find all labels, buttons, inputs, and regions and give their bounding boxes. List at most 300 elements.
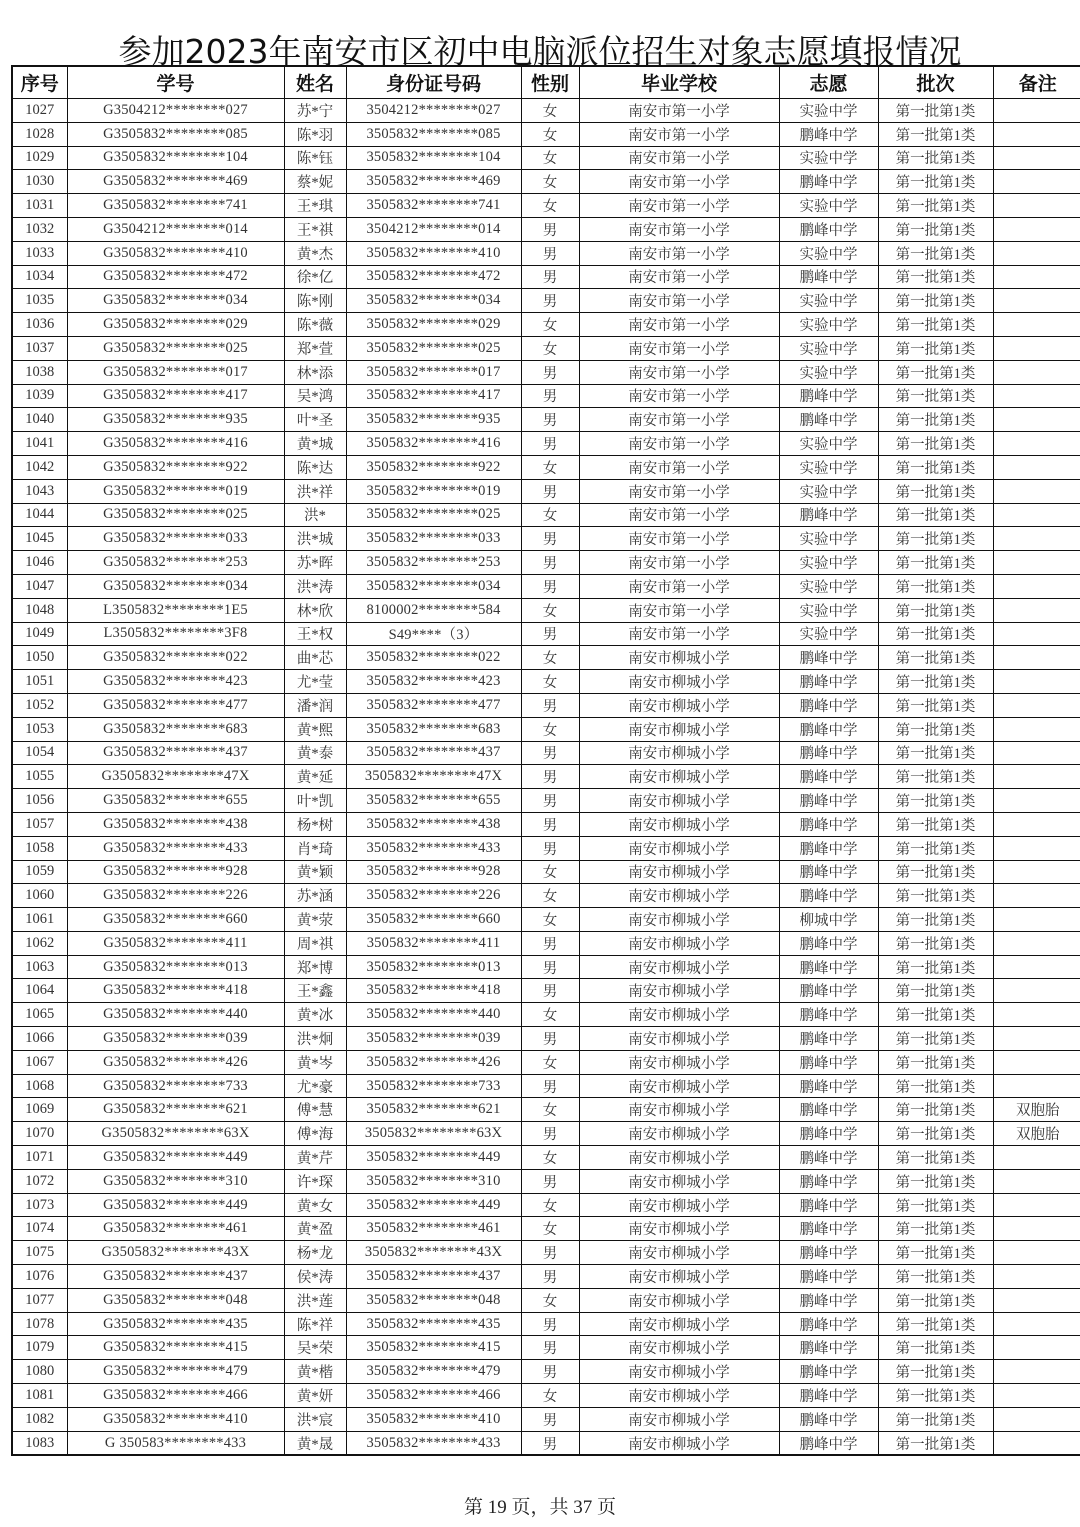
cell-name: 黄*荥 [284, 908, 346, 932]
cell-name: 侯*涛 [284, 1265, 346, 1289]
cell-seq: 1070 [12, 1122, 67, 1146]
cell-batch: 第一批第1类 [878, 884, 993, 908]
cell-student-id: G3504212********014 [67, 217, 284, 241]
cell-remarks [993, 836, 1080, 860]
cell-id-number: 3505832********928 [346, 860, 521, 884]
cell-student-id: G3505832********683 [67, 717, 284, 741]
cell-gender: 女 [521, 503, 579, 527]
cell-batch: 第一批第1类 [878, 1288, 993, 1312]
cell-seq: 1045 [12, 527, 67, 551]
cell-preference: 实验中学 [779, 598, 878, 622]
cell-school: 南安市第一小学 [579, 622, 779, 646]
cell-school: 南安市第一小学 [579, 503, 779, 527]
cell-gender: 女 [521, 194, 579, 218]
header-gender: 性别 [521, 66, 579, 99]
table-row [12, 1431, 1080, 1455]
cell-preference: 鹏峰中学 [779, 384, 878, 408]
cell-student-id: G3505832********085 [67, 122, 284, 146]
cell-student-id: G3505832********438 [67, 812, 284, 836]
cell-gender: 女 [521, 170, 579, 194]
cell-gender: 男 [521, 693, 579, 717]
cell-preference: 鹏峰中学 [779, 1193, 878, 1217]
cell-id-number: 3505832********019 [346, 479, 521, 503]
table-row [12, 646, 1080, 670]
table-row [12, 1003, 1080, 1027]
cell-batch: 第一批第1类 [878, 1003, 993, 1027]
cell-school: 南安市柳城小学 [579, 1431, 779, 1455]
table-row [12, 1193, 1080, 1217]
cell-seq: 1028 [12, 122, 67, 146]
cell-school: 南安市柳城小学 [579, 860, 779, 884]
cell-id-number: 3505832********104 [346, 146, 521, 170]
cell-name: 黄*延 [284, 765, 346, 789]
cell-name: 徐*亿 [284, 265, 346, 289]
cell-preference: 实验中学 [779, 622, 878, 646]
cell-id-number: 3505832********479 [346, 1360, 521, 1384]
cell-gender: 女 [521, 670, 579, 694]
cell-name: 黄*晟 [284, 1431, 346, 1455]
cell-gender: 男 [521, 622, 579, 646]
cell-gender: 女 [521, 1146, 579, 1170]
cell-preference: 鹏峰中学 [779, 170, 878, 194]
cell-batch: 第一批第1类 [878, 646, 993, 670]
cell-seq: 1076 [12, 1265, 67, 1289]
table-row [12, 860, 1080, 884]
table-row [12, 1027, 1080, 1051]
cell-id-number: 3505832********741 [346, 194, 521, 218]
header-school: 毕业学校 [579, 66, 779, 99]
cell-remarks [993, 908, 1080, 932]
cell-name: 杨*树 [284, 812, 346, 836]
table-row [12, 1407, 1080, 1431]
cell-remarks [993, 955, 1080, 979]
cell-seq: 1031 [12, 194, 67, 218]
cell-remarks [993, 646, 1080, 670]
cell-gender: 男 [521, 1169, 579, 1193]
cell-seq: 1042 [12, 455, 67, 479]
table-row [12, 408, 1080, 432]
cell-preference: 鹏峰中学 [779, 1431, 878, 1455]
cell-seq: 1072 [12, 1169, 67, 1193]
cell-id-number: 3505832********435 [346, 1312, 521, 1336]
cell-id-number: 3505832********034 [346, 574, 521, 598]
cell-school: 南安市柳城小学 [579, 979, 779, 1003]
cell-preference: 鹏峰中学 [779, 122, 878, 146]
cell-batch: 第一批第1类 [878, 432, 993, 456]
cell-seq: 1064 [12, 979, 67, 1003]
cell-id-number: 3505832********017 [346, 360, 521, 384]
cell-student-id: G3505832********43X [67, 1241, 284, 1265]
cell-name: 杨*龙 [284, 1241, 346, 1265]
cell-preference: 鹏峰中学 [779, 860, 878, 884]
cell-preference: 实验中学 [779, 289, 878, 313]
cell-remarks [993, 884, 1080, 908]
cell-school: 南安市柳城小学 [579, 931, 779, 955]
table-row [12, 908, 1080, 932]
cell-preference: 实验中学 [779, 194, 878, 218]
cell-student-id: G3505832********461 [67, 1217, 284, 1241]
cell-batch: 第一批第1类 [878, 384, 993, 408]
cell-name: 郑*萱 [284, 336, 346, 360]
cell-preference: 实验中学 [779, 574, 878, 598]
cell-remarks [993, 1050, 1080, 1074]
cell-batch: 第一批第1类 [878, 170, 993, 194]
cell-batch: 第一批第1类 [878, 1360, 993, 1384]
table-row [12, 455, 1080, 479]
cell-gender: 男 [521, 1074, 579, 1098]
cell-remarks [993, 931, 1080, 955]
cell-batch: 第一批第1类 [878, 1027, 993, 1051]
cell-id-number: 3505832********433 [346, 836, 521, 860]
table-row [12, 503, 1080, 527]
table-row [12, 1241, 1080, 1265]
cell-name: 许*琛 [284, 1169, 346, 1193]
cell-batch: 第一批第1类 [878, 122, 993, 146]
cell-name: 尤*豪 [284, 1074, 346, 1098]
cell-batch: 第一批第1类 [878, 146, 993, 170]
table-row [12, 1384, 1080, 1408]
cell-name: 蔡*妮 [284, 170, 346, 194]
cell-preference: 鹏峰中学 [779, 1407, 878, 1431]
table-row [12, 1098, 1080, 1122]
cell-preference: 鹏峰中学 [779, 979, 878, 1003]
cell-id-number: 3505832********922 [346, 455, 521, 479]
cell-batch: 第一批第1类 [878, 503, 993, 527]
cell-school: 南安市第一小学 [579, 217, 779, 241]
cell-preference: 实验中学 [779, 551, 878, 575]
cell-id-number: 3505832********660 [346, 908, 521, 932]
cell-student-id: L3505832********3F8 [67, 622, 284, 646]
table-row [12, 146, 1080, 170]
cell-school: 南安市柳城小学 [579, 1288, 779, 1312]
table-row [12, 217, 1080, 241]
cell-school: 南安市第一小学 [579, 241, 779, 265]
table-row [12, 289, 1080, 313]
cell-remarks [993, 313, 1080, 337]
cell-preference: 鹏峰中学 [779, 812, 878, 836]
cell-name: 苏*宁 [284, 99, 346, 123]
cell-preference: 鹏峰中学 [779, 1312, 878, 1336]
cell-preference: 鹏峰中学 [779, 1241, 878, 1265]
table-row [12, 836, 1080, 860]
cell-batch: 第一批第1类 [878, 194, 993, 218]
cell-name: 黄*熙 [284, 717, 346, 741]
table-row [12, 1169, 1080, 1193]
cell-batch: 第一批第1类 [878, 598, 993, 622]
cell-id-number: 3505832********039 [346, 1027, 521, 1051]
cell-batch: 第一批第1类 [878, 1384, 993, 1408]
cell-seq: 1067 [12, 1050, 67, 1074]
cell-remarks [993, 551, 1080, 575]
cell-seq: 1053 [12, 717, 67, 741]
cell-school: 南安市柳城小学 [579, 1003, 779, 1027]
cell-id-number: 3505832********416 [346, 432, 521, 456]
table-row [12, 384, 1080, 408]
cell-remarks: 双胞胎 [993, 1122, 1080, 1146]
cell-preference: 实验中学 [779, 432, 878, 456]
cell-name: 洪*炯 [284, 1027, 346, 1051]
cell-remarks [993, 170, 1080, 194]
cell-student-id: G3505832********660 [67, 908, 284, 932]
cell-student-id: G3505832********017 [67, 360, 284, 384]
cell-name: 苏*涵 [284, 884, 346, 908]
cell-batch: 第一批第1类 [878, 1407, 993, 1431]
table-row [12, 670, 1080, 694]
cell-seq: 1040 [12, 408, 67, 432]
cell-id-number: 3505832********310 [346, 1169, 521, 1193]
cell-seq: 1041 [12, 432, 67, 456]
cell-gender: 女 [521, 1098, 579, 1122]
cell-school: 南安市柳城小学 [579, 1169, 779, 1193]
cell-gender: 男 [521, 1431, 579, 1455]
cell-seq: 1066 [12, 1027, 67, 1051]
cell-batch: 第一批第1类 [878, 789, 993, 813]
cell-student-id: G3505832********477 [67, 693, 284, 717]
cell-gender: 男 [521, 265, 579, 289]
cell-school: 南安市第一小学 [579, 99, 779, 123]
cell-preference: 鹏峰中学 [779, 1146, 878, 1170]
cell-student-id: G3505832********411 [67, 931, 284, 955]
cell-remarks [993, 384, 1080, 408]
table-row [12, 741, 1080, 765]
cell-id-number: 3504212********027 [346, 99, 521, 123]
cell-gender: 男 [521, 360, 579, 384]
cell-batch: 第一批第1类 [878, 860, 993, 884]
cell-batch: 第一批第1类 [878, 479, 993, 503]
cell-gender: 女 [521, 122, 579, 146]
cell-student-id: G3505832********479 [67, 1360, 284, 1384]
table-row [12, 955, 1080, 979]
header-name: 姓名 [284, 66, 346, 99]
cell-gender: 男 [521, 527, 579, 551]
cell-id-number: 3505832********410 [346, 241, 521, 265]
cell-name: 陈*羽 [284, 122, 346, 146]
cell-gender: 女 [521, 336, 579, 360]
cell-student-id: G3505832********033 [67, 527, 284, 551]
cell-remarks [993, 1169, 1080, 1193]
cell-gender: 男 [521, 765, 579, 789]
cell-seq: 1052 [12, 693, 67, 717]
cell-name: 周*祺 [284, 931, 346, 955]
cell-seq: 1050 [12, 646, 67, 670]
cell-school: 南安市第一小学 [579, 527, 779, 551]
cell-batch: 第一批第1类 [878, 1193, 993, 1217]
cell-name: 陈*达 [284, 455, 346, 479]
cell-school: 南安市柳城小学 [579, 1312, 779, 1336]
cell-gender: 女 [521, 99, 579, 123]
cell-remarks [993, 432, 1080, 456]
table-row [12, 99, 1080, 123]
cell-preference: 实验中学 [779, 336, 878, 360]
cell-student-id: G3505832********029 [67, 313, 284, 337]
cell-id-number: 3505832********440 [346, 1003, 521, 1027]
enrollment-table [11, 65, 1080, 1456]
cell-student-id: G3505832********449 [67, 1193, 284, 1217]
cell-seq: 1046 [12, 551, 67, 575]
cell-student-id: G3505832********034 [67, 289, 284, 313]
cell-seq: 1077 [12, 1288, 67, 1312]
cell-school: 南安市柳城小学 [579, 1217, 779, 1241]
cell-school: 南安市柳城小学 [579, 1074, 779, 1098]
cell-remarks [993, 693, 1080, 717]
cell-seq: 1043 [12, 479, 67, 503]
cell-id-number: 3504212********014 [346, 217, 521, 241]
cell-id-number: 3505832********025 [346, 336, 521, 360]
table-row [12, 1074, 1080, 1098]
cell-student-id: G3505832********104 [67, 146, 284, 170]
cell-remarks [993, 360, 1080, 384]
cell-preference: 鹏峰中学 [779, 717, 878, 741]
cell-name: 黄*泰 [284, 741, 346, 765]
cell-seq: 1054 [12, 741, 67, 765]
cell-student-id: G3505832********417 [67, 384, 284, 408]
cell-seq: 1055 [12, 765, 67, 789]
cell-school: 南安市第一小学 [579, 194, 779, 218]
cell-batch: 第一批第1类 [878, 1146, 993, 1170]
cell-school: 南安市第一小学 [579, 384, 779, 408]
cell-seq: 1080 [12, 1360, 67, 1384]
cell-seq: 1056 [12, 789, 67, 813]
table-row [12, 1265, 1080, 1289]
cell-batch: 第一批第1类 [878, 265, 993, 289]
cell-remarks [993, 241, 1080, 265]
cell-remarks [993, 194, 1080, 218]
cell-seq: 1075 [12, 1241, 67, 1265]
cell-student-id: G3505832********426 [67, 1050, 284, 1074]
cell-id-number: S49****（3） [346, 622, 521, 646]
table-row [12, 479, 1080, 503]
cell-remarks [993, 1360, 1080, 1384]
cell-school: 南安市第一小学 [579, 360, 779, 384]
cell-gender: 女 [521, 1050, 579, 1074]
cell-gender: 男 [521, 836, 579, 860]
cell-gender: 男 [521, 1265, 579, 1289]
table-row [12, 432, 1080, 456]
cell-school: 南安市第一小学 [579, 408, 779, 432]
cell-name: 苏*晖 [284, 551, 346, 575]
cell-preference: 柳城中学 [779, 908, 878, 932]
cell-name: 吴*荣 [284, 1336, 346, 1360]
cell-gender: 男 [521, 979, 579, 1003]
cell-remarks [993, 860, 1080, 884]
cell-name: 黄*岑 [284, 1050, 346, 1074]
table-row [12, 812, 1080, 836]
table-row [12, 265, 1080, 289]
cell-name: 洪* [284, 503, 346, 527]
cell-remarks [993, 503, 1080, 527]
cell-student-id: G3505832********013 [67, 955, 284, 979]
cell-remarks [993, 122, 1080, 146]
cell-seq: 1047 [12, 574, 67, 598]
cell-preference: 鹏峰中学 [779, 1074, 878, 1098]
cell-student-id: G3505832********655 [67, 789, 284, 813]
cell-school: 南安市柳城小学 [579, 1360, 779, 1384]
table-row [12, 789, 1080, 813]
cell-id-number: 3505832********655 [346, 789, 521, 813]
cell-seq: 1062 [12, 931, 67, 955]
cell-school: 南安市第一小学 [579, 289, 779, 313]
cell-remarks [993, 717, 1080, 741]
cell-gender: 男 [521, 1336, 579, 1360]
cell-student-id: G 350583********433 [67, 1431, 284, 1455]
cell-batch: 第一批第1类 [878, 408, 993, 432]
cell-name: 尤*莹 [284, 670, 346, 694]
cell-remarks [993, 1312, 1080, 1336]
cell-id-number: 3505832********461 [346, 1217, 521, 1241]
cell-id-number: 3505832********013 [346, 955, 521, 979]
cell-id-number: 3505832********085 [346, 122, 521, 146]
header-id-number: 身份证号码 [346, 66, 521, 99]
cell-id-number: 3505832********733 [346, 1074, 521, 1098]
cell-gender: 女 [521, 1217, 579, 1241]
table-row [12, 1288, 1080, 1312]
table-row [12, 979, 1080, 1003]
cell-seq: 1083 [12, 1431, 67, 1455]
cell-gender: 女 [521, 455, 579, 479]
cell-student-id: G3505832********433 [67, 836, 284, 860]
cell-school: 南安市第一小学 [579, 574, 779, 598]
cell-preference: 实验中学 [779, 313, 878, 337]
cell-batch: 第一批第1类 [878, 693, 993, 717]
cell-batch: 第一批第1类 [878, 217, 993, 241]
cell-gender: 女 [521, 1193, 579, 1217]
cell-name: 潘*润 [284, 693, 346, 717]
cell-preference: 鹏峰中学 [779, 1122, 878, 1146]
cell-name: 陈*刚 [284, 289, 346, 313]
cell-batch: 第一批第1类 [878, 1050, 993, 1074]
cell-gender: 女 [521, 598, 579, 622]
cell-student-id: G3505832********022 [67, 646, 284, 670]
cell-name: 洪*莲 [284, 1288, 346, 1312]
cell-preference: 鹏峰中学 [779, 884, 878, 908]
cell-seq: 1037 [12, 336, 67, 360]
cell-student-id: G3505832********63X [67, 1122, 284, 1146]
cell-seq: 1079 [12, 1336, 67, 1360]
cell-school: 南安市柳城小学 [579, 1241, 779, 1265]
cell-student-id: G3505832********472 [67, 265, 284, 289]
cell-seq: 1074 [12, 1217, 67, 1241]
cell-remarks [993, 99, 1080, 123]
table-row [12, 1122, 1080, 1146]
cell-preference: 鹏峰中学 [779, 265, 878, 289]
header-preference: 志愿 [779, 66, 878, 99]
cell-id-number: 3505832********415 [346, 1336, 521, 1360]
cell-name: 陈*薇 [284, 313, 346, 337]
cell-preference: 鹏峰中学 [779, 1169, 878, 1193]
cell-preference: 鹏峰中学 [779, 955, 878, 979]
cell-gender: 男 [521, 408, 579, 432]
cell-seq: 1051 [12, 670, 67, 694]
cell-id-number: 3505832********437 [346, 741, 521, 765]
cell-seq: 1039 [12, 384, 67, 408]
cell-remarks: 双胞胎 [993, 1098, 1080, 1122]
cell-name: 洪*宸 [284, 1407, 346, 1431]
cell-seq: 1081 [12, 1384, 67, 1408]
cell-name: 叶*圣 [284, 408, 346, 432]
cell-preference: 鹏峰中学 [779, 931, 878, 955]
cell-seq: 1035 [12, 289, 67, 313]
cell-batch: 第一批第1类 [878, 717, 993, 741]
cell-seq: 1027 [12, 99, 67, 123]
cell-school: 南安市柳城小学 [579, 955, 779, 979]
table-row [12, 622, 1080, 646]
cell-remarks [993, 289, 1080, 313]
cell-school: 南安市柳城小学 [579, 812, 779, 836]
cell-gender: 男 [521, 432, 579, 456]
cell-seq: 1073 [12, 1193, 67, 1217]
cell-school: 南安市柳城小学 [579, 1027, 779, 1051]
cell-name: 肖*琦 [284, 836, 346, 860]
